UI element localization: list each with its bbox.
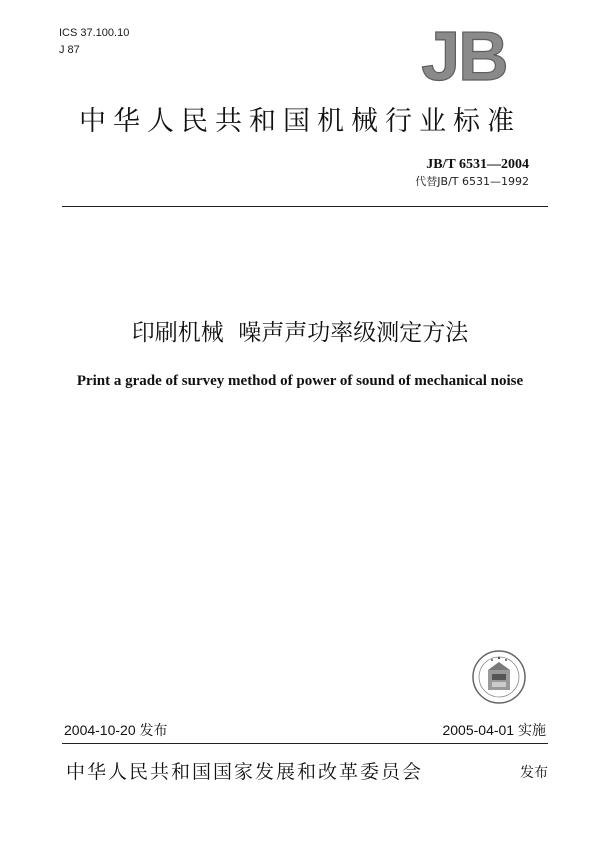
bottom-divider [62,743,548,744]
publisher-seal-icon [470,648,528,706]
implementation-date: 2005-04-01 实施 [442,722,546,738]
issuer-tag: 发布 [520,765,548,781]
document-title-en: Print a grade of survey method of power of sound of mechanical noise [76,373,524,389]
jb-logo-text: JB [421,22,507,86]
replaced-standard: 代替JB/T 6531—1992 [415,175,529,188]
standard-number: JB/T 6531—2004 [426,157,529,172]
document-title-cn: 印刷机械 噪声声功率级测定方法 [131,320,469,346]
top-divider [62,206,548,207]
jb-logo [408,22,520,86]
industry-standard-title: 中华人民共和国机械行业标准 [79,106,521,137]
ics-code: ICS 37.100.10 [59,27,130,39]
classification-code: J 87 [59,44,80,56]
issuing-authority: 中华人民共和国国家发展和改革委员会 [66,761,424,783]
issue-date: 2004-10-20 发布 [64,722,168,738]
